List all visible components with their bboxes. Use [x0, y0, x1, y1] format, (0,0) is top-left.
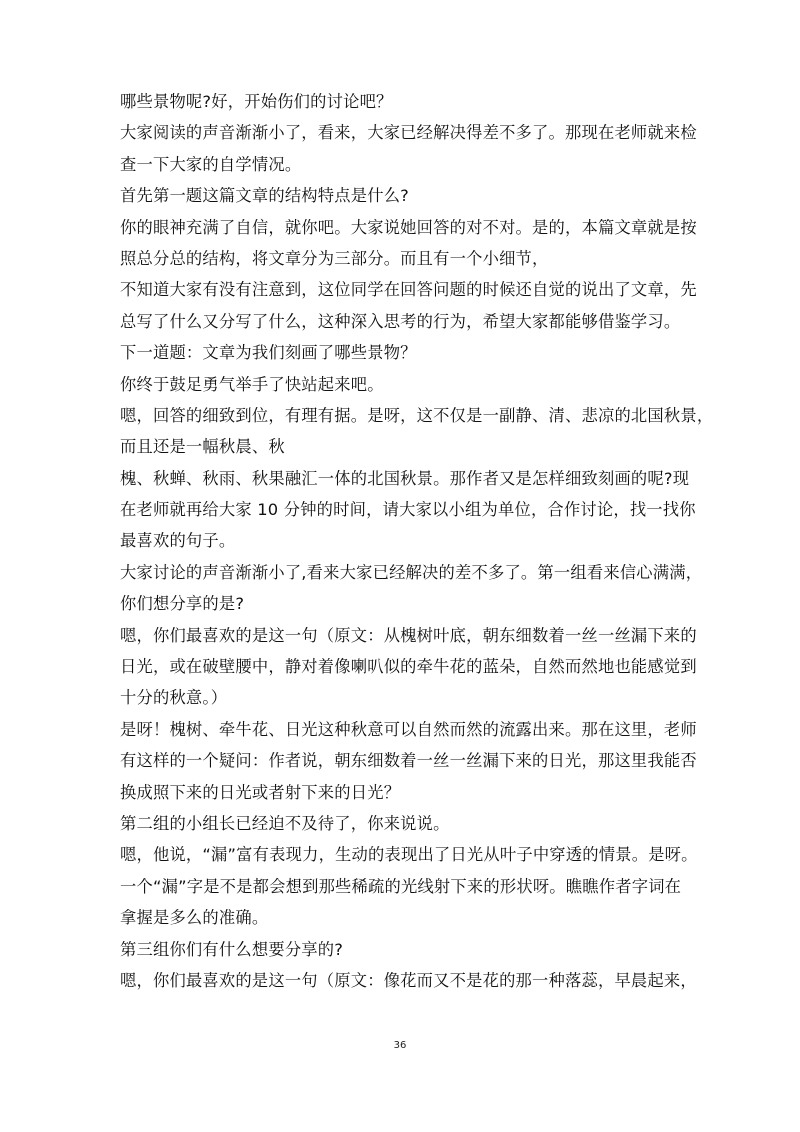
text-line: 拿握是多么的准确。 [120, 908, 269, 928]
text-line: 不知道大家有没有注意到，这位同学在回答问题的时候还自觉的说出了文章，先 [120, 280, 697, 300]
document-body [120, 86, 714, 996]
text-line: 最喜欢的句子。 [120, 531, 236, 551]
text-line: 查一下大家的自学情况。 [120, 154, 302, 174]
text-line: 换成照下来的日光或者射下来的日光？ [120, 782, 401, 802]
text-line: 在老师就再给大家 10 分钟的时间，请大家以小组为单位，合作讨论，找一找你 [120, 500, 696, 520]
text-line: 你终于鼓足勇气举手了快站起来吧。 [120, 374, 384, 394]
text-line: 第三组你们有什么想要分享的? [120, 939, 344, 959]
text-line: 第二组的小组长已经迫不及待了，你来说说。 [120, 813, 450, 833]
text-line: 你们想分享的是? [120, 594, 245, 614]
text-line: 日光，或在破壁腰中，静对着像喇叭似的牵牛花的蓝朵，自然而然地也能感觉到 [120, 657, 697, 677]
text-line: 嗯，回答的细致到位，有理有据。是呀，这不仅是一副静、清、悲凉的北国秋景， [120, 405, 714, 425]
text-line: 你的眼神充满了自信，就你吧。大家说她回答的对不对。是的，本篇文章就是按 [120, 217, 697, 237]
text-line: 大家讨论的声音渐渐小了,看来大家已经解决的差不多了。第一组看来信心满满， [120, 562, 703, 582]
text-line: 首先第一题这篇文章的结构特点是什么? [120, 186, 410, 206]
text-line: 下一道题：文章为我们刻画了哪些景物？ [120, 343, 417, 363]
page-number: 36 [393, 1040, 407, 1051]
text-line: 哪些景物呢?好，开始伤们的讨论吧？ [120, 92, 393, 111]
text-line: 大家阅读的声音渐渐小了，看来，大家已经解决得差不多了。那现在老师就来检 [120, 123, 697, 143]
text-line: 嗯，他说，“漏”富有表现力，生动的表现出了日光从叶子中穿透的情景。是呀。 [120, 845, 698, 865]
text-line: 嗯，你们最喜欢的是这一句（原文：从槐树叶底，朝东细数着一丝一丝漏下来的 [120, 625, 697, 645]
text-line: 十分的秋意。） [120, 688, 228, 708]
text-line: 嗯，你们最喜欢的是这一句（原文：像花而又不是花的那一种落蕊，早晨起来， [120, 970, 697, 990]
text-line: 一个“漏”字是不是都会想到那些稀疏的光线射下来的形状呀。瞧瞧作者字词在 [120, 876, 682, 896]
text-line: 而且还是一幅秋晨、秋 [120, 437, 285, 457]
text-line: 有这样的一个疑问：作者说，朝东细数着一丝一丝漏下来的日光，那这里我能否 [120, 751, 697, 771]
text-line: 槐、秋蝉、秋雨、秋果融汇一体的北国秋景。那作者又是怎样细致刻画的呢?现 [120, 468, 690, 488]
text-line: 照总分总的结构，将文章分为三部分。而且有一个小细节， [120, 248, 549, 268]
text-line: 总写了什么又分写了什么，这种深入思考的行为，希望大家都能够借鉴学习。 [120, 311, 681, 331]
text-line: 是呀！槐树、牵牛花、日光这种秋意可以自然而然的流露出来。那在这里，老师 [120, 719, 697, 739]
